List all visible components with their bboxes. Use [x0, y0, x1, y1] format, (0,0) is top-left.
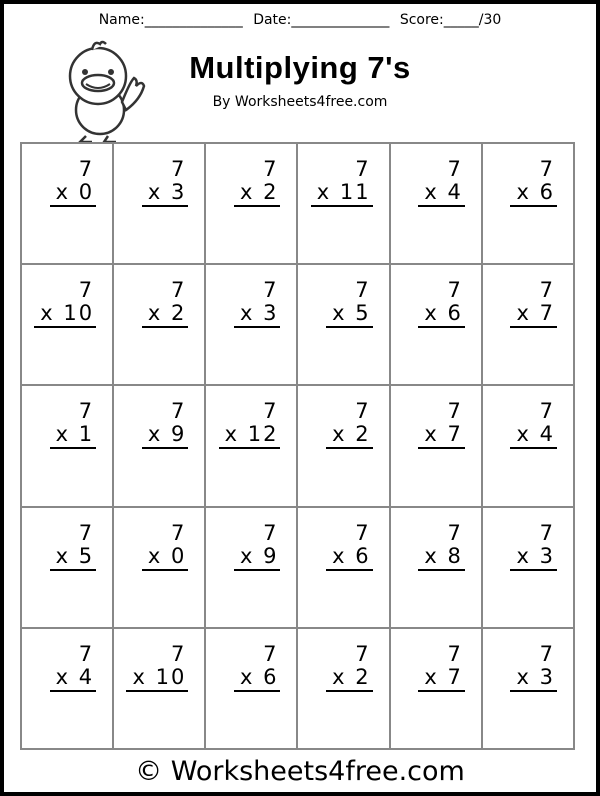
multiplicand: 7 — [447, 399, 461, 424]
multiplier: 9 — [263, 543, 279, 568]
multiplier: 1 — [78, 422, 95, 447]
problem-cell[interactable] — [205, 264, 297, 385]
operator: x — [424, 664, 439, 689]
footer-copyright: © Worksheets4free.com — [135, 756, 465, 787]
multiplier: 3 — [539, 543, 555, 568]
operator: x — [424, 543, 439, 568]
multiplier: 6 — [263, 664, 279, 689]
multiplication-problem — [219, 400, 281, 446]
multiplier-line — [326, 422, 373, 449]
multiplier-line — [219, 422, 281, 449]
multiplication-problem — [418, 158, 465, 204]
multiplicand: 7 — [263, 520, 277, 545]
multiplier-line — [50, 544, 97, 571]
multiplier-line — [418, 180, 465, 207]
problem-cell[interactable] — [390, 507, 482, 628]
multiplier: 2 — [355, 664, 371, 689]
multiplier-line — [418, 665, 465, 692]
multiplier: 3 — [263, 301, 279, 326]
multiplicand: 7 — [263, 399, 277, 424]
problem-cell[interactable] — [297, 628, 389, 749]
operator: x — [132, 664, 147, 689]
operator: x — [332, 422, 347, 447]
multiplier-line — [234, 544, 281, 571]
problem-cell[interactable] — [297, 385, 389, 506]
multiplier: 5 — [78, 543, 95, 568]
multiplier-line — [142, 301, 189, 328]
multiplier-line — [418, 544, 465, 571]
multiplicand: 7 — [263, 157, 277, 181]
problem-cell[interactable] — [297, 264, 389, 385]
multiplier-line — [510, 665, 557, 692]
multiplication-problem — [142, 158, 189, 204]
operator: x — [55, 422, 71, 447]
multiplication-problem — [326, 279, 373, 325]
operator: x — [424, 180, 439, 204]
multiplicand: 7 — [447, 641, 461, 666]
problem-cell[interactable] — [482, 628, 574, 749]
multiplier-line — [418, 422, 465, 449]
multiplier: 0 — [170, 543, 187, 568]
multiplier-line — [510, 301, 557, 328]
multiplier: 10 — [63, 301, 95, 326]
operator: x — [332, 301, 347, 326]
page-subtitle: By Worksheets4free.com — [212, 94, 388, 110]
multiplier-line — [50, 180, 97, 207]
multiplication-problem — [510, 643, 557, 689]
multiplicand: 7 — [539, 399, 553, 424]
multiplication-problem — [418, 643, 465, 689]
problem-cell[interactable] — [390, 385, 482, 506]
problem-cell[interactable] — [390, 264, 482, 385]
multiplier: 4 — [447, 180, 463, 204]
problem-cell[interactable] — [482, 264, 574, 385]
operator: x — [424, 422, 439, 447]
multiplier: 7 — [447, 422, 463, 447]
multiplicand: 7 — [355, 157, 369, 181]
multiplier: 10 — [155, 664, 187, 689]
operator: x — [147, 301, 163, 326]
problem-cell[interactable] — [297, 507, 389, 628]
multiplier-line — [311, 180, 373, 207]
operator: x — [147, 180, 163, 204]
multiplier-line — [418, 301, 465, 328]
multiplication-problem — [510, 522, 557, 568]
operator: x — [55, 543, 71, 568]
multiplication-problem — [142, 400, 189, 446]
multiplication-problem — [326, 400, 373, 446]
operator: x — [239, 543, 255, 568]
score-field[interactable]: Score:_____/30 — [399, 12, 502, 28]
problem-cell[interactable] — [21, 385, 113, 506]
multiplier: 9 — [170, 422, 187, 447]
operator: x — [516, 301, 531, 326]
multiplier: 6 — [539, 180, 555, 204]
worksheet-header — [0, 12, 600, 28]
multiplication-problem — [50, 522, 97, 568]
multiplier: 4 — [539, 422, 555, 447]
multiplier: 3 — [170, 180, 187, 204]
multiplicand: 7 — [263, 641, 277, 666]
multiplier-line — [126, 665, 188, 692]
multiplication-problem — [234, 279, 281, 325]
problem-cell[interactable] — [113, 507, 205, 628]
multiplier-line — [234, 301, 281, 328]
multiplicand: 7 — [447, 157, 461, 181]
problem-cell[interactable] — [482, 507, 574, 628]
multiplier-line — [510, 422, 557, 449]
problem-cell[interactable] — [205, 143, 297, 264]
multiplication-problem — [234, 643, 281, 689]
multiplier: 7 — [447, 664, 463, 689]
multiplier-line — [510, 180, 557, 207]
multiplicand: 7 — [539, 520, 553, 545]
problem-cell[interactable] — [21, 507, 113, 628]
multiplier: 11 — [339, 180, 371, 204]
multiplicand: 7 — [78, 157, 93, 181]
multiplicand: 7 — [355, 641, 369, 666]
problem-cell[interactable] — [205, 628, 297, 749]
problem-cell[interactable] — [205, 507, 297, 628]
multiplicand: 7 — [170, 641, 185, 666]
multiplier-line — [142, 422, 189, 449]
multiplier-line — [326, 544, 373, 571]
multiplier-line — [326, 665, 373, 692]
multiplication-problem — [311, 158, 373, 204]
operator: x — [147, 543, 163, 568]
operator: x — [516, 422, 531, 447]
multiplier: 2 — [263, 180, 279, 204]
multiplier: 6 — [447, 301, 463, 326]
multiplication-problem — [50, 158, 97, 204]
problem-cell[interactable] — [205, 385, 297, 506]
multiplier: 7 — [539, 301, 555, 326]
multiplicand: 7 — [78, 399, 93, 424]
multiplicand: 7 — [539, 278, 553, 303]
multiplication-problem — [142, 279, 189, 325]
multiplicand: 7 — [170, 278, 185, 303]
operator: x — [332, 543, 347, 568]
multiplicand: 7 — [263, 278, 277, 303]
multiplier: 0 — [78, 180, 95, 204]
multiplicand: 7 — [355, 520, 369, 545]
multiplication-problem — [142, 522, 189, 568]
problem-cell[interactable] — [482, 143, 574, 264]
operator: x — [224, 422, 240, 447]
multiplier: 12 — [247, 422, 279, 447]
multiplier-line — [50, 422, 97, 449]
multiplicand: 7 — [78, 520, 93, 545]
multiplication-problem — [510, 279, 557, 325]
multiplication-problem — [418, 400, 465, 446]
multiplication-problem — [510, 158, 557, 204]
operator: x — [40, 301, 55, 326]
multiplication-problem — [418, 279, 465, 325]
problem-grid — [20, 142, 575, 750]
multiplier: 3 — [539, 664, 555, 689]
multiplicand: 7 — [355, 399, 369, 424]
multiplier: 2 — [170, 301, 187, 326]
problem-cell[interactable] — [21, 628, 113, 749]
multiplier: 8 — [447, 543, 463, 568]
problem-cell[interactable] — [297, 143, 389, 264]
multiplication-problem — [510, 400, 557, 446]
multiplicand: 7 — [447, 520, 461, 545]
multiplicand: 7 — [170, 157, 185, 181]
operator: x — [516, 180, 531, 204]
multiplication-problem — [50, 400, 97, 446]
problem-cell[interactable] — [390, 628, 482, 749]
multiplicand: 7 — [170, 520, 185, 545]
multiplier-line — [234, 665, 281, 692]
multiplicand: 7 — [78, 278, 93, 303]
multiplier-line — [142, 180, 189, 207]
problem-cell[interactable] — [482, 385, 574, 506]
multiplier-line — [142, 544, 189, 571]
operator: x — [55, 180, 71, 204]
multiplier: 5 — [355, 301, 371, 326]
problem-cell[interactable] — [113, 628, 205, 749]
problem-cell[interactable] — [21, 264, 113, 385]
operator: x — [239, 664, 255, 689]
multiplication-problem — [326, 522, 373, 568]
multiplier: 4 — [78, 664, 95, 689]
multiplicand: 7 — [539, 641, 553, 666]
multiplier-line — [34, 301, 96, 328]
multiplicand: 7 — [447, 278, 461, 303]
problem-cell[interactable] — [113, 143, 205, 264]
problem-cell[interactable] — [113, 385, 205, 506]
operator: x — [424, 301, 439, 326]
multiplier-line — [510, 544, 557, 571]
problem-cell[interactable] — [390, 143, 482, 264]
problem-cell[interactable] — [113, 264, 205, 385]
multiplication-problem — [234, 522, 281, 568]
multiplication-problem — [126, 643, 188, 689]
multiplier-line — [234, 180, 281, 207]
operator: x — [239, 301, 255, 326]
multiplicand: 7 — [170, 399, 185, 424]
multiplier: 2 — [355, 422, 371, 447]
multiplier: 6 — [355, 543, 371, 568]
multiplicand: 7 — [539, 157, 553, 181]
operator: x — [147, 422, 163, 447]
multiplicand: 7 — [78, 641, 93, 666]
multiplicand: 7 — [355, 278, 369, 303]
problem-cell[interactable] — [21, 143, 113, 264]
multiplication-problem — [50, 643, 97, 689]
name-field[interactable]: Name:______________ — [98, 12, 243, 28]
operator: x — [516, 543, 531, 568]
date-field[interactable]: Date:______________ — [253, 12, 390, 28]
multiplier-line — [50, 665, 97, 692]
multiplication-problem — [234, 158, 281, 204]
operator: x — [316, 180, 332, 204]
operator: x — [516, 664, 531, 689]
multiplication-problem — [326, 643, 373, 689]
operator: x — [332, 664, 347, 689]
multiplier-line — [326, 301, 373, 328]
multiplication-problem — [34, 279, 96, 325]
operator: x — [55, 664, 71, 689]
page-title: Multiplying 7's — [189, 50, 411, 85]
multiplication-problem — [418, 522, 465, 568]
operator: x — [239, 180, 255, 204]
